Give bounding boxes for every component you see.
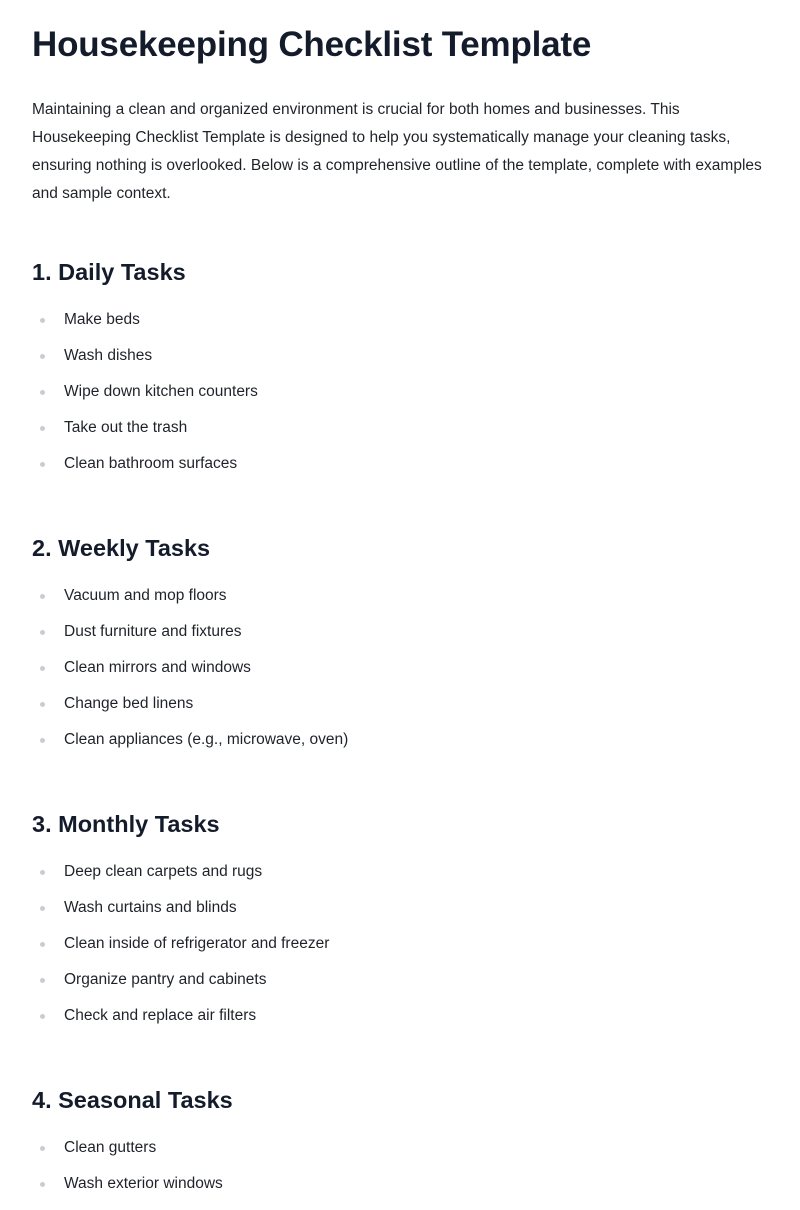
bullet-icon [40,630,45,635]
task-label: Dust furniture and fixtures [64,623,242,640]
task-label: Wash exterior windows [64,1175,223,1192]
task-list [32,586,772,766]
bullet-icon [40,738,45,743]
list-item [32,898,772,934]
task-label: Clean inside of refrigerator and freezer [64,935,330,952]
task-list [32,1138,772,1210]
list-item [32,418,772,454]
bullet-icon [40,354,45,359]
intro-paragraph: Maintaining a clean and organized environment is crucial for both homes and businesses. This Housekeeping Checklist Template is designed to help you systematically manage your cleaning tasks, ensuring nothing is overlooked. Below is a comprehensive outline of the template, complete with examples and sample context. [32,101,762,202]
task-label: Change bed linens [64,695,194,712]
list-item [32,658,772,694]
section-heading: 3. Monthly Tasks [32,811,220,837]
section-heading: 4. Seasonal Tasks [32,1087,233,1113]
bullet-icon [40,594,45,599]
task-label: Clean bathroom surfaces [64,455,238,472]
bullet-icon [40,318,45,323]
section-daily-tasks [32,256,772,490]
list-item [32,310,772,346]
task-label: Clean gutters [64,1139,157,1156]
task-label: Deep clean carpets and rugs [64,863,263,880]
section-heading: 1. Daily Tasks [32,259,186,285]
bullet-icon [40,1146,45,1151]
list-item [32,862,772,898]
bullet-icon [40,1014,45,1019]
list-item [32,694,772,730]
task-label: Check and replace air filters [64,1007,257,1024]
task-label: Take out the trash [64,419,188,436]
bullet-icon [40,906,45,911]
list-item [32,346,772,382]
bullet-icon [40,666,45,671]
task-label: Wipe down kitchen counters [64,383,258,400]
task-label: Organize pantry and cabinets [64,971,267,988]
page-title: Housekeeping Checklist Template [32,25,592,64]
task-label: Vacuum and mop floors [64,587,227,604]
bullet-icon [40,1182,45,1187]
bullet-icon [40,462,45,467]
section-heading: 2. Weekly Tasks [32,535,211,561]
list-item [32,586,772,622]
list-item [32,730,772,766]
bullet-icon [40,942,45,947]
task-label: Clean mirrors and windows [64,659,251,676]
task-label: Clean appliances (e.g., microwave, oven) [64,731,349,748]
list-item [32,934,772,970]
bullet-icon [40,426,45,431]
task-list [32,862,772,1042]
task-label: Make beds [64,311,140,328]
list-item [32,1006,772,1042]
bullet-icon [40,870,45,875]
task-list [32,310,772,490]
bullet-icon [40,702,45,707]
list-item [32,454,772,490]
section-monthly-tasks [32,808,772,1042]
list-item [32,622,772,658]
bullet-icon [40,978,45,983]
bullet-icon [40,390,45,395]
section-seasonal-tasks [32,1084,772,1210]
list-item [32,970,772,1006]
list-item [32,1138,772,1174]
task-label: Wash curtains and blinds [64,899,237,916]
list-item [32,1174,772,1210]
list-item [32,382,772,418]
section-weekly-tasks [32,532,772,766]
task-label: Wash dishes [64,347,153,364]
